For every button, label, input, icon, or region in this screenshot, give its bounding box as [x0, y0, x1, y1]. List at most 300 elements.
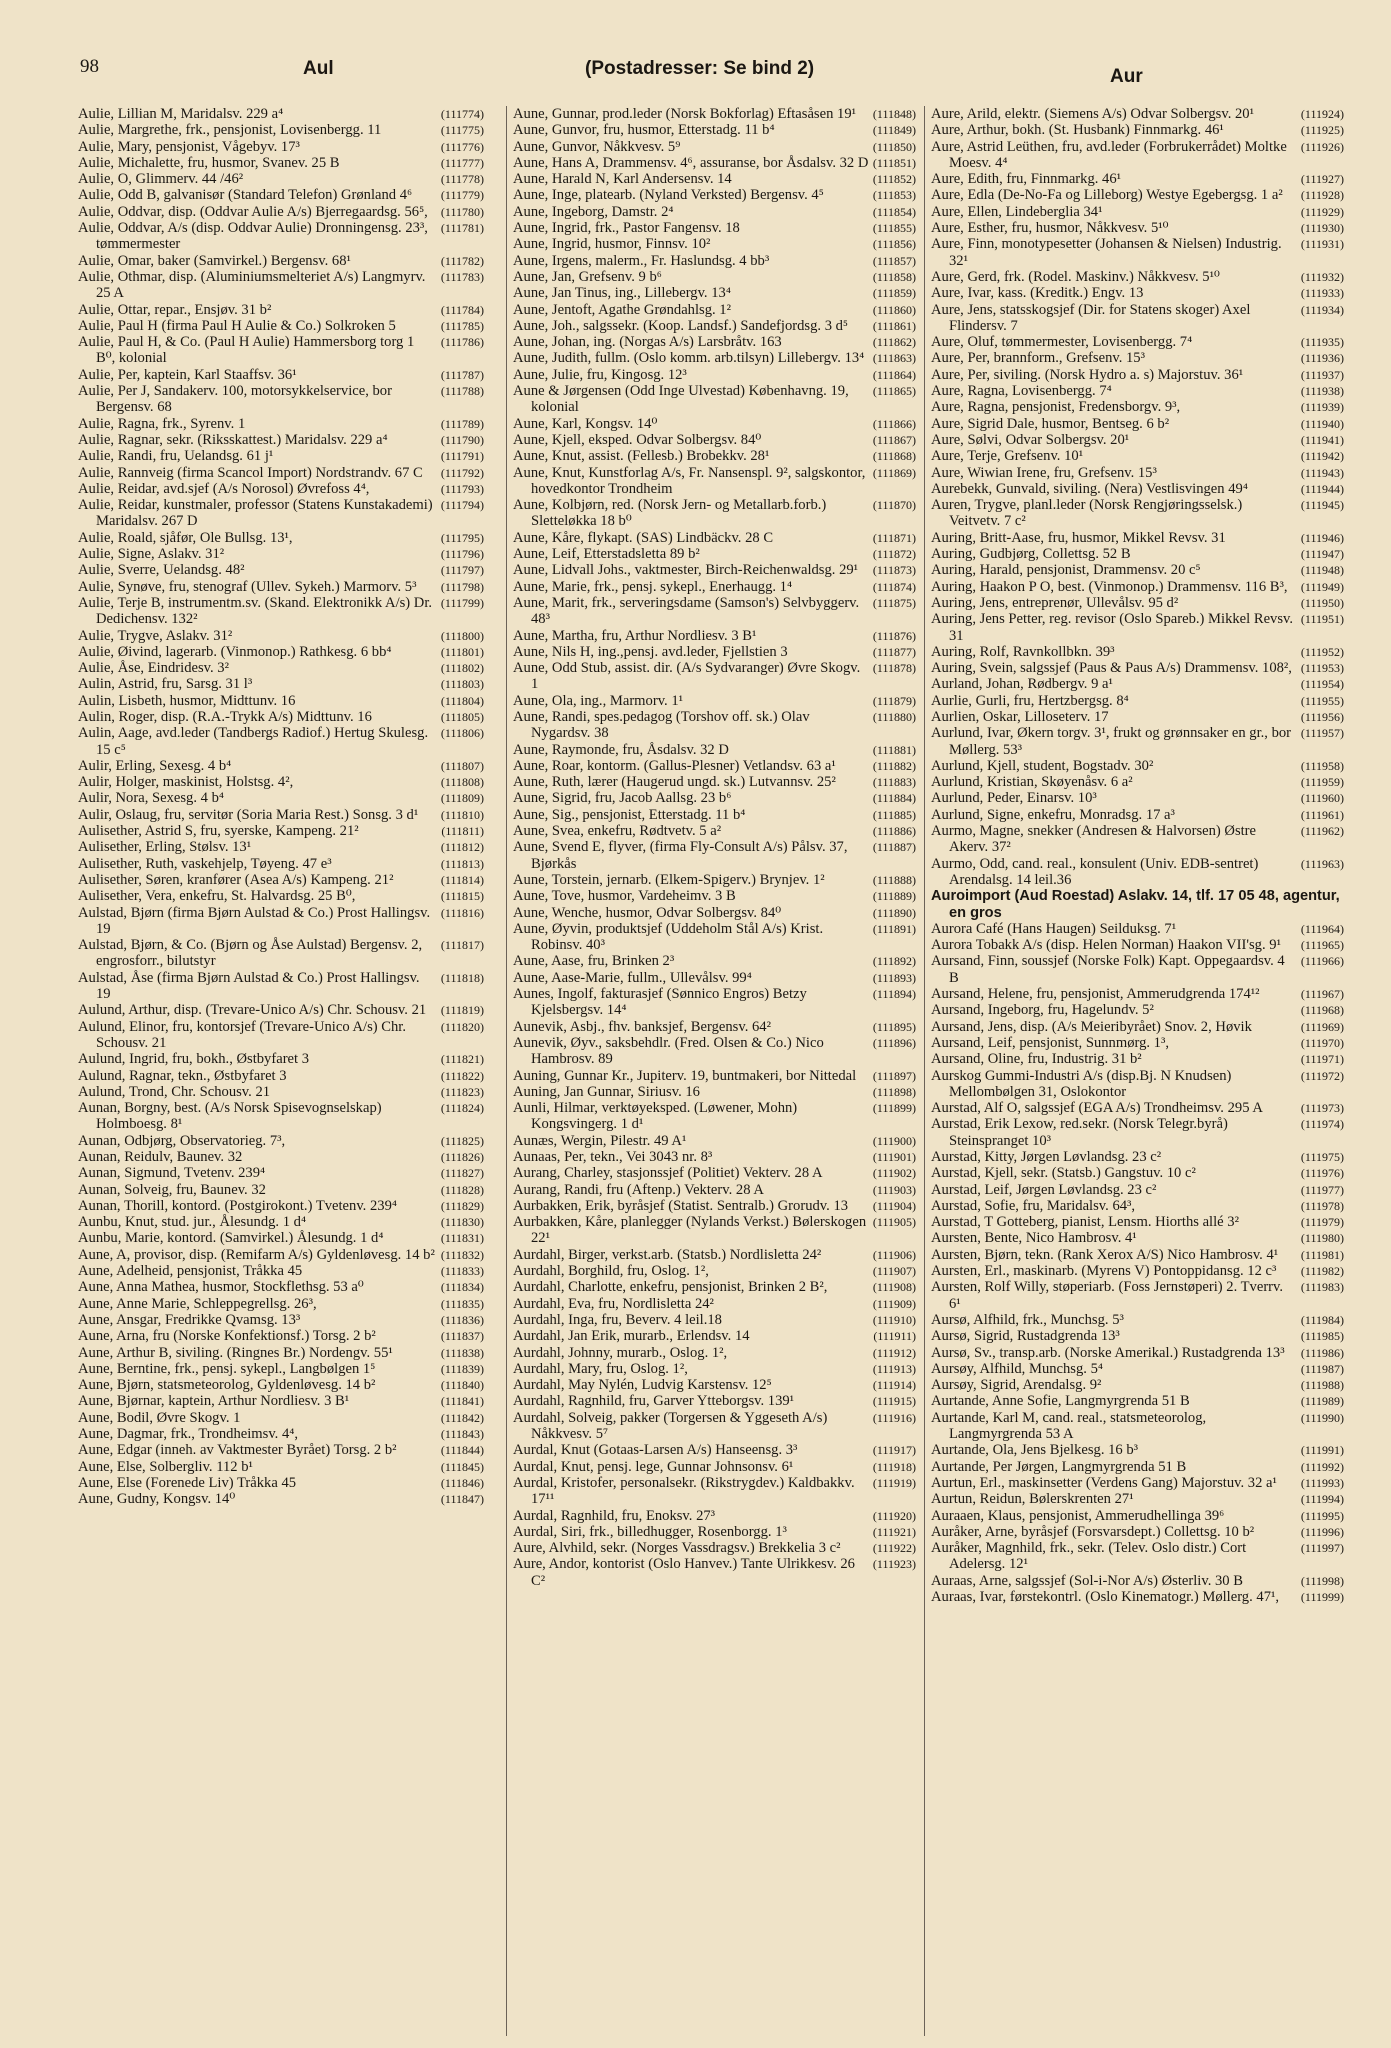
directory-entry — [78, 1230, 484, 1246]
entry-text: Aulie, Michalette, fru, husmor, Svanev. 25 B — [78, 154, 340, 171]
directory-entry — [513, 1214, 916, 1247]
entry-number: (111828) — [440, 1182, 484, 1197]
directory-entry — [78, 481, 484, 497]
entry-text: Aure, Andor, kontorist (Oslo Hanvev.) Tante Ulrikkesv. 26 C² — [513, 1556, 855, 1589]
entry-number: (111814) — [440, 872, 484, 887]
entry-number: (111797) — [440, 563, 484, 578]
entry-text: Aure, Alvhild, sekr. (Norges Vassdragsv.) Brekkelia 3 c² — [513, 1540, 841, 1557]
entry-number: (111922) — [872, 1541, 916, 1556]
entry-number: (111941) — [1300, 432, 1344, 447]
directory-entry — [78, 725, 484, 758]
directory-entry — [78, 1410, 484, 1426]
directory-entry — [931, 709, 1344, 725]
directory-entry — [513, 774, 916, 790]
directory-entry — [78, 530, 484, 546]
directory-entry — [78, 1084, 484, 1100]
directory-entry — [931, 1475, 1344, 1491]
entry-text: Aune, Bodil, Øvre Skogv. 1 — [78, 1409, 241, 1426]
entry-text: Aure, Sølvi, Odvar Solbergsv. 20¹ — [931, 431, 1130, 448]
directory-entry — [513, 448, 916, 464]
directory-entry — [78, 1475, 484, 1491]
entry-number: (111926) — [1300, 139, 1344, 154]
directory-entry — [513, 905, 916, 921]
directory-entry — [931, 1377, 1344, 1393]
directory-entry — [513, 1198, 916, 1214]
entry-text: Aurdal, Ragnhild, fru, Enoksv. 27³ — [513, 1507, 716, 1524]
entry-text: Aunbu, Marie, kontord. (Samvirkel.) Ålesundg. 1 d⁴ — [78, 1230, 384, 1247]
page-header — [0, 56, 1391, 90]
directory-entry — [78, 1100, 484, 1133]
entry-text: Aure, Ellen, Lindeberglia 34¹ — [931, 203, 1103, 220]
entry-number: (111845) — [440, 1459, 484, 1474]
directory-entry — [513, 253, 916, 269]
entry-text: Aurtun, Erl., maskinsetter (Verdens Gang) Majorstuv. 32 a¹ — [931, 1474, 1277, 1491]
directory-entry — [513, 139, 916, 155]
entry-text: Aure, Ragna, pensjonist, Fredensborgv. 9³, — [931, 399, 1181, 416]
entry-text: Aulie, O, Glimmerv. 44 /46² — [78, 171, 244, 188]
entry-text: Aursø, Alfhild, frk., Munchsg. 5³ — [931, 1311, 1124, 1328]
entry-number: (111829) — [440, 1198, 484, 1213]
directory-entry — [78, 1442, 484, 1458]
entry-text: Aurdahl, Ragnhild, fru, Garver Ytteborgsv. 139¹ — [513, 1393, 795, 1410]
directory-entry — [513, 106, 916, 122]
directory-entry — [78, 823, 484, 839]
directory-entry — [78, 628, 484, 644]
entry-number: (111846) — [440, 1475, 484, 1490]
entry-number: (111939) — [1300, 400, 1344, 415]
directory-entry — [78, 774, 484, 790]
entry-number: (111776) — [440, 139, 484, 154]
entry-text: Aurtande, Anne Sofie, Langmyrgrenda 51 B — [931, 1393, 1190, 1410]
entry-text: Aulie, Margrethe, frk., pensjonist, Lovisenbergg. 11 — [78, 122, 382, 139]
directory-entry — [931, 611, 1344, 644]
entry-text: Aurstad, Alf O, salgssjef (EGA A/s) Trondheimsv. 295 A — [931, 1100, 1263, 1117]
directory-entry — [513, 1084, 916, 1100]
entry-number: (111834) — [440, 1280, 484, 1295]
entry-number: (111774) — [440, 107, 484, 121]
entry-number: (111945) — [1300, 498, 1344, 513]
directory-entry — [78, 1377, 484, 1393]
directory-entry — [513, 546, 916, 562]
directory-entry — [931, 220, 1344, 236]
entry-number: (111804) — [440, 693, 484, 708]
entry-text: Aulund, Arthur, disp. (Trevare-Unico A/s) Chr. Schousv. 21 — [78, 1002, 427, 1019]
entry-text: Aurtande, Per Jørgen, Langmyrgrenda 51 B — [931, 1458, 1187, 1475]
directory-entry — [931, 1051, 1344, 1067]
entry-number: (111973) — [1300, 1101, 1344, 1116]
entry-text: Aulstad, Åse (firma Bjørn Aulstad & Co.) Prost Hallingsv. 19 — [78, 969, 420, 1003]
entry-number: (111993) — [1300, 1475, 1344, 1490]
directory-entry — [78, 676, 484, 692]
entry-number: (111849) — [872, 123, 916, 138]
directory-entry — [931, 530, 1344, 546]
directory-entry — [931, 1410, 1344, 1443]
entry-number: (111983) — [1300, 1280, 1344, 1295]
entry-number: (111869) — [872, 465, 916, 480]
entry-text: Aune, Berntine, frk., pensj. sykepl., Langbølgen 1⁵ — [78, 1360, 376, 1377]
entry-text: Aune, Nils H, ing.,pensj. avd.leder, Fjellstien 3 — [513, 643, 788, 660]
directory-entry — [513, 579, 916, 595]
entry-number: (111891) — [872, 921, 916, 936]
entry-number: (111825) — [440, 1133, 484, 1148]
entry-text: Aulie, Reidar, avd.sjef (A/s Norosol) Øvrefoss 4⁴, — [78, 480, 370, 497]
entry-number: (111809) — [440, 791, 484, 806]
directory-entry — [513, 497, 916, 530]
directory-entry — [513, 220, 916, 236]
directory-entry — [931, 579, 1344, 595]
entry-text: Aurdahl, Eva, fru, Nordlisletta 24² — [513, 1295, 714, 1312]
entry-text: Aursand, Finn, soussjef (Norske Folk) Kapt. Oppegaardsv. 4 B — [931, 953, 1285, 986]
directory-entry — [513, 1279, 916, 1295]
directory-entry — [513, 953, 916, 969]
directory-entry — [931, 122, 1344, 138]
directory-entry — [513, 1182, 916, 1198]
directory-entry — [78, 839, 484, 855]
entry-number: (111981) — [1300, 1247, 1344, 1262]
directory-entry — [513, 302, 916, 318]
directory-entry — [513, 1524, 916, 1540]
entry-number: (111953) — [1300, 661, 1344, 676]
entry-text: Aurdahl, Inga, fru, Beverv. 4 leil.18 — [513, 1311, 722, 1328]
entry-number: (111852) — [872, 172, 916, 187]
entry-text: Aune, Kolbjørn, red. (Norsk Jern- og Metallarb.forb.) Sletteløkka 18 b⁰ — [513, 497, 827, 530]
entry-text: Aure, Ragna, Lovisenbergg. 7⁴ — [931, 383, 1112, 400]
entry-number: (111901) — [872, 1150, 916, 1164]
entry-number: (111792) — [440, 465, 484, 480]
entry-text: Aulie, Lillian M, Maridalsv. 229 a⁴ — [78, 106, 284, 122]
directory-entry — [78, 171, 484, 187]
directory-entry — [931, 302, 1344, 335]
entry-text: Aune, Adelheid, pensjonist, Tråkka 45 — [78, 1263, 303, 1280]
entry-text: Aune, Julie, fru, Kingosg. 12³ — [513, 366, 687, 383]
entry-text: Aurlund, Signe, enkefru, Monradsg. 17 a³ — [931, 806, 1175, 823]
entry-number: (111916) — [872, 1410, 916, 1425]
entry-text: Aune, Hans A, Drammensv. 4⁶, assuranse, bor Åsdalsv. 32 D — [513, 154, 869, 171]
directory-entry — [931, 399, 1344, 415]
entry-number: (111921) — [872, 1524, 916, 1539]
entry-text: Aunaas, Per, tekn., Vei 3043 nr. 8³ — [513, 1149, 713, 1165]
entry-number: (111988) — [1300, 1378, 1344, 1393]
entry-text: Aune, Kåre, flykapt. (SAS) Lindbäckv. 28 C — [513, 529, 774, 546]
entry-number: (111801) — [440, 644, 484, 659]
entry-number: (111854) — [872, 204, 916, 219]
entry-text: Aurdal, Kristofer, personalsekr. (Rikstrygdev.) Kaldbakkv. 17¹¹ — [513, 1474, 855, 1508]
entry-text: Aune, Anna Mathea, husmor, Stockflethsg. 53 a⁰ — [78, 1279, 364, 1296]
entry-number: (111775) — [440, 123, 484, 138]
entry-text: Aulisether, Erling, Stølsv. 13¹ — [78, 839, 252, 856]
directory-entry — [931, 236, 1344, 269]
entry-number: (111978) — [1300, 1198, 1344, 1213]
directory-entry — [931, 595, 1344, 611]
directory-entry — [78, 937, 484, 970]
entry-number: (111899) — [872, 1101, 916, 1116]
directory-entry — [931, 807, 1344, 823]
directory-entry — [513, 236, 916, 252]
entry-text: Aursten, Bente, Nico Hambrosv. 4¹ — [931, 1230, 1137, 1247]
entry-text: Aune, Svend E, flyver, (firma Fly-Consult A/s) Pålsv. 37, Bjørkås — [513, 839, 848, 872]
directory-entry — [513, 367, 916, 383]
entry-text: Aulie, Odd B, galvanisør (Standard Telefon) Grønland 4⁶ — [78, 187, 413, 204]
entry-number: (111808) — [440, 775, 484, 790]
entry-text: Aulie, Trygve, Aslakv. 31² — [78, 627, 233, 644]
entry-text: Aursten, Bjørn, tekn. (Rank Xerox A/S) Nico Hambrosv. 4¹ — [931, 1246, 1279, 1263]
entry-number: (111956) — [1300, 709, 1344, 724]
entry-number: (111890) — [872, 905, 916, 920]
entry-text: Aurdahl, May Nylén, Ludvig Karstensv. 12⁵ — [513, 1377, 772, 1394]
directory-entry — [513, 171, 916, 187]
directory-entry — [513, 1328, 916, 1344]
entry-number: (111836) — [440, 1312, 484, 1327]
entry-number: (111851) — [872, 155, 916, 170]
entry-text: Aure, Terje, Grefsenv. 10¹ — [931, 448, 1084, 465]
entry-text: Aursand, Helene, fru, pensjonist, Ammerudgrenda 174¹² — [931, 986, 1260, 1003]
entry-text: Aulisether, Ruth, vaskehjelp, Tøyeng. 47 e³ — [78, 855, 332, 872]
entry-text: Aune, Ingrid, husmor, Finnsv. 10² — [513, 236, 711, 253]
entry-text: Aurtande, Ola, Jens Bjelkesg. 16 b³ — [931, 1442, 1139, 1459]
entry-number: (111904) — [872, 1198, 916, 1213]
entry-number: (111934) — [1300, 302, 1344, 317]
directory-entry — [931, 383, 1344, 399]
entry-text: Aune, Roar, kontorm. (Gallus-Plesner) Vetlandsv. 63 a¹ — [513, 757, 836, 774]
directory-entry — [513, 921, 916, 954]
entry-number: (111999) — [1300, 1590, 1344, 1605]
entry-number: (111794) — [440, 498, 484, 513]
directory-entry — [931, 1182, 1344, 1198]
directory-entry — [931, 1263, 1344, 1279]
entry-text: Aure, Edla (De-No-Fa og Lilleborg) Westye Egebergsg. 1 a² — [931, 187, 1283, 204]
directory-entry — [78, 1019, 484, 1052]
directory-entry — [513, 350, 916, 366]
entry-text: Aune, Ruth, lærer (Haugerud ungd. sk.) Lutvannsv. 25² — [513, 774, 836, 791]
directory-entry — [513, 285, 916, 301]
entry-text: Aurbakken, Erik, byråsjef (Statist. Sentralb.) Grorudv. 13 — [513, 1197, 849, 1214]
directory-entry — [931, 725, 1344, 758]
directory-entry — [78, 106, 484, 122]
directory-entry — [513, 187, 916, 203]
directory-entry — [513, 1133, 916, 1149]
entry-text: Aune, Johan, ing. (Norgas A/s) Larsbråtv. 163 — [513, 334, 782, 351]
entry-number: (111885) — [872, 807, 916, 822]
entry-text: Aurdahl, Mary, fru, Oslog. 1², — [513, 1360, 688, 1377]
directory-entry — [513, 1263, 916, 1279]
directory-entry — [513, 1149, 916, 1165]
entry-text: Aulie, Sverre, Uelandsg. 48² — [78, 562, 245, 579]
entry-number: (111791) — [440, 449, 484, 464]
entry-number: (111940) — [1300, 416, 1344, 431]
directory-entry — [513, 1410, 916, 1443]
entry-number: (111832) — [440, 1247, 484, 1262]
entry-text: Aurdal, Knut (Gotaas-Larsen A/s) Hanseensg. 3³ — [513, 1442, 798, 1459]
entry-text: Aune, Torstein, jernarb. (Elkem-Spigerv.) Brynjev. 1² — [513, 871, 825, 888]
directory-entry — [78, 562, 484, 578]
directory-entry — [513, 644, 916, 660]
entry-text: Aune, Ingrid, frk., Pastor Fangensv. 18 — [513, 220, 740, 237]
entry-text: Aursten, Erl., maskinarb. (Myrens V) Pontoppidansg. 12 c³ — [931, 1263, 1277, 1280]
entry-number: (111886) — [872, 824, 916, 839]
directory-entry — [78, 448, 484, 464]
entry-number: (111807) — [440, 758, 484, 773]
directory-entry — [931, 676, 1344, 692]
entry-number: (111874) — [872, 579, 916, 594]
directory-entry — [513, 1247, 916, 1263]
entry-text: Auring, Jens, entreprenør, Ullevålsv. 95 d² — [931, 594, 1179, 611]
directory-entry — [78, 1198, 484, 1214]
directory-entry — [513, 970, 916, 986]
entry-number: (111977) — [1300, 1182, 1344, 1197]
entry-text: Aulund, Ragnar, tekn., Østbyfaret 3 — [78, 1067, 287, 1084]
directory-entry — [513, 872, 916, 888]
entry-text: Aurdahl, Birger, verkst.arb. (Statsb.) Nordlisletta 24² — [513, 1246, 822, 1263]
directory-entry — [513, 530, 916, 546]
directory-entry — [931, 1002, 1344, 1018]
entry-text: Aune, Edgar (inneh. av Vaktmester Byrået) Torsg. 2 b² — [78, 1442, 397, 1459]
entry-number: (111837) — [440, 1329, 484, 1344]
entry-number: (111823) — [440, 1084, 484, 1099]
entry-text: Aure, Ivar, kass. (Kreditk.) Engv. 13 — [931, 285, 1144, 302]
directory-entry — [78, 253, 484, 269]
entry-number: (111989) — [1300, 1394, 1344, 1409]
entry-number: (111960) — [1300, 791, 1344, 806]
entry-number: (111913) — [872, 1361, 916, 1376]
directory-entry — [513, 1540, 916, 1556]
directory-entry — [513, 122, 916, 138]
directory-entry — [513, 1068, 916, 1084]
directory-entry — [78, 269, 484, 302]
entry-text: Aulie, Randi, fru, Uelandsg. 61 j¹ — [78, 448, 274, 465]
entry-number: (111970) — [1300, 1035, 1344, 1050]
entry-text: Aunli, Hilmar, verktøyeksped. (Løwener, Mohn) Kongsvingerg. 1 d¹ — [513, 1100, 798, 1133]
entry-text: Aursø, Sv., transp.arb. (Norske Amerikal.) Rustadgrenda 13³ — [931, 1344, 1285, 1361]
entry-text: Aurlie, Gurli, fru, Hertzbergsg. 8⁴ — [931, 692, 1129, 709]
directory-entry — [78, 1279, 484, 1295]
entry-number: (111880) — [872, 709, 916, 724]
entry-text: Aure, Arthur, bokh. (St. Husbank) Finnmarkg. 46¹ — [931, 122, 1224, 139]
entry-text: Aulisether, Astrid S, fru, syerske, Kampeng. 21² — [78, 823, 359, 840]
entry-number: (111895) — [872, 1019, 916, 1034]
entry-text: Aune, Sig., pensjonist, Etterstadg. 11 b⁴ — [513, 806, 746, 823]
directory-entry — [78, 187, 484, 203]
entry-number: (111963) — [1300, 856, 1344, 871]
entry-text: Aune, Bjørnar, kaptein, Arthur Nordliesv. 3 B¹ — [78, 1393, 350, 1410]
entry-number: (111810) — [440, 807, 484, 822]
directory-entry — [931, 1393, 1344, 1409]
entry-number: (111950) — [1300, 595, 1344, 610]
entry-text: Aurmo, Odd, cand. real., konsulent (Univ. EDB-sentret) Arendalsg. 14 leil.36 — [931, 855, 1259, 888]
entry-text: Aurstad, Kjell, sekr. (Statsb.) Gangstuv. 10 c² — [931, 1165, 1196, 1182]
entry-number: (111974) — [1300, 1117, 1344, 1132]
directory-entry — [513, 1393, 916, 1409]
entry-text: Aune, Odd Stub, assist. dir. (A/s Sydvaranger) Øvre Skogv. 1 — [513, 660, 861, 693]
directory-entry — [931, 1573, 1344, 1589]
entry-number: (111984) — [1300, 1312, 1344, 1327]
directory-entry — [931, 481, 1344, 497]
entry-text: Auring, Haakon P O, best. (Vinmonop.) Drammensv. 116 B³, — [931, 578, 1288, 595]
entry-number: (111931) — [1300, 237, 1344, 252]
entry-number: (111862) — [872, 335, 916, 350]
entry-text: Aure, Jens, statsskogsjef (Dir. for Statens skoger) Axel Flindersv. 7 — [931, 301, 1251, 334]
entry-number: (111778) — [440, 172, 484, 187]
entry-number: (111840) — [440, 1378, 484, 1393]
entry-text: Aune, Arthur B, siviling. (Ringnes Br.) Nordengv. 55¹ — [78, 1344, 393, 1361]
entry-text: Aune, Jentoft, Agathe Grøndahlsg. 1² — [513, 301, 731, 318]
entry-text: Aure, Astrid Leüthen, fru, avd.leder (Forbrukerrådet) Moltke Moesv. 4⁴ — [931, 138, 1287, 171]
directory-entry — [513, 888, 916, 904]
entry-text: Auning, Gunnar Kr., Jupiterv. 19, buntmakeri, bor Nittedal — [513, 1067, 857, 1084]
directory-entry — [78, 497, 484, 530]
entry-number: (111951) — [1300, 612, 1344, 627]
entry-number: (111979) — [1300, 1215, 1344, 1230]
entry-text: Aurmo, Magne, snekker (Andresen & Halvorsen) Østre Akerv. 37² — [931, 823, 1257, 856]
directory-entry — [78, 1182, 484, 1198]
directory-entry — [78, 1345, 484, 1361]
entry-text: Aune, Gunnar, prod.leder (Norsk Bokforlag) Eftasåsen 19¹ — [513, 106, 856, 122]
entry-text: Aurstad, Kitty, Jørgen Løvlandsg. 23 c² — [931, 1149, 1162, 1165]
entry-text: Aulin, Astrid, fru, Sarsg. 31 l³ — [78, 676, 253, 693]
entry-number: (111821) — [440, 1052, 484, 1067]
directory-entry — [513, 1100, 916, 1133]
entry-text: Aune, A, provisor, disp. (Remifarm A/s) Gyldenløvesg. 14 b² — [78, 1246, 435, 1263]
entry-number: (111949) — [1300, 579, 1344, 594]
directory-entry — [931, 1068, 1344, 1101]
entry-number: (111923) — [872, 1557, 916, 1572]
entry-text: Aune, Marit, frk., serveringsdame (Samson's) Selvbyggerv. 48³ — [513, 594, 860, 628]
directory-entry — [931, 546, 1344, 562]
directory-entry — [78, 1361, 484, 1377]
directory-entry — [78, 709, 484, 725]
entry-text: Aurdahl, Charlotte, enkefru, pensjonist, Brinken 2 B², — [513, 1279, 828, 1296]
entry-text: Aulie, Mary, pensjonist, Vågebyv. 17³ — [78, 138, 300, 155]
entry-text: Aulin, Aage, avd.leder (Tandbergs Radiof.) Hertug Skulesg. 15 c⁵ — [78, 725, 429, 758]
entry-text: Aulie, Signe, Aslakv. 31² — [78, 546, 225, 563]
directory-entry — [78, 416, 484, 432]
directory-entry — [931, 644, 1344, 660]
entry-text: Aulie, Ottar, repar., Ensjøv. 31 b² — [78, 301, 272, 318]
entry-text: Aurora Café (Hans Haugen) Seilduksg. 7¹ — [931, 920, 1177, 937]
entry-text: Aurstad, Leif, Jørgen Løvlandsg. 23 c² — [931, 1181, 1157, 1198]
entry-text: Aulie, Othmar, disp. (Aluminiumsmelteriet A/s) Langmyrv. 25 A — [78, 268, 426, 302]
directory-entry — [931, 1524, 1344, 1540]
entry-number: (111813) — [440, 856, 484, 871]
directory-entry — [931, 285, 1344, 301]
directory-entry — [931, 269, 1344, 285]
entry-number: (111796) — [440, 547, 484, 562]
entry-number: (111986) — [1300, 1345, 1344, 1360]
directory-entry — [513, 1442, 916, 1458]
entry-number: (111824) — [440, 1101, 484, 1116]
entry-text: Aune, Gunvor, Nåkkvesv. 5⁹ — [513, 138, 681, 155]
directory-entry — [513, 416, 916, 432]
entry-number: (111942) — [1300, 449, 1344, 464]
entry-text: Aure, Gerd, frk. (Rodel. Maskinv.) Nåkkvesv. 5¹⁰ — [931, 268, 1220, 285]
entry-text: Aune, Gudny, Kongsv. 14⁰ — [78, 1491, 236, 1508]
entry-number: (111820) — [440, 1019, 484, 1034]
directory-entry — [78, 1133, 484, 1149]
entry-number: (111867) — [872, 432, 916, 447]
entry-number: (111937) — [1300, 367, 1344, 382]
entry-text: Aunan, Borgny, best. (A/s Norsk Spisevognselskap) Holmboesg. 8¹ — [78, 1100, 382, 1133]
entry-text: Aure, Per, brannform., Grefsenv. 15³ — [931, 350, 1145, 367]
entry-text: Aurora Tobakk A/s (disp. Helen Norman) Haakon VII'sg. 9¹ — [931, 937, 1281, 954]
directory-entry — [931, 448, 1344, 464]
directory-entry — [931, 1540, 1344, 1573]
directory-entry — [78, 856, 484, 872]
entry-number: (111788) — [440, 384, 484, 399]
entry-text: Aurlund, Kristian, Skøyenåsv. 6 a² — [931, 774, 1133, 791]
directory-entry — [931, 1345, 1344, 1361]
directory-entry — [931, 1165, 1344, 1181]
entry-number: (111911) — [873, 1329, 916, 1344]
entry-number: (111907) — [872, 1264, 916, 1279]
